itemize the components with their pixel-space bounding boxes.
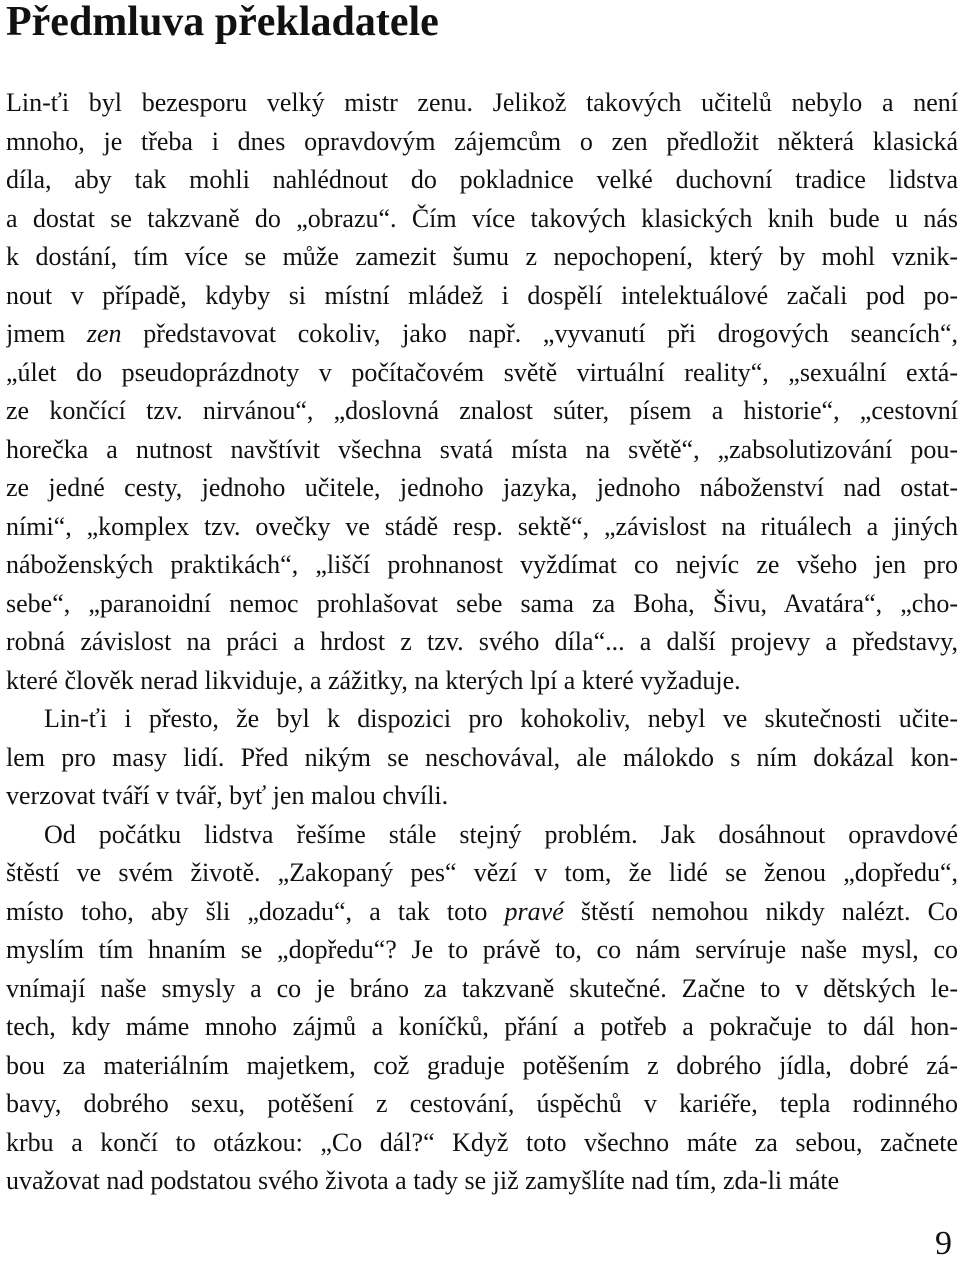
page-title: Předmluva překladatele [6, 0, 439, 45]
text-line: Lin-ťi i přesto, že byl k dispozici pro kohokoliv, nebyl ve skutečnosti učite- [44, 704, 958, 733]
text-line: díla, aby tak mohli nahlédnout do pokladnice velké duchovní tradice lidstva [6, 165, 958, 194]
text-line: krbu a končí to otázkou: „Co dál?“ Když toto všechno máte za sebou, začnete [6, 1127, 958, 1157]
text-line: které člověk nerad likviduje, a zážitky, na kterých lpí a které vyžaduje. [6, 665, 741, 695]
text-line: ze končící tzv. nirvánou“, „doslovná znalost súter, písem a historie“, „cestovní [6, 396, 958, 425]
text-line [6, 893, 958, 932]
text-line: k dostání, tím více se může zamezit šumu z nepochopení, který by mohl vznik- [6, 242, 958, 271]
page-number: 9 [935, 1225, 952, 1262]
text-segment: místo toho, aby šli „dozadu“, a tak toto [6, 896, 505, 926]
text-line: horečka a nutnost navštívit všechna svatá místa na světě“, „zabsolutizování pou- [6, 434, 958, 464]
text-line: bou za materiálním majetkem, což graduje potěšením z dobrého jídla, dobré zá- [6, 1050, 958, 1080]
text-line: „úlet do pseudoprázdnoty v počítačovém světě virtuální reality“, „sexuální extá- [6, 357, 958, 387]
text-line: ze jedné cesty, jednoho učitele, jednoho jazyka, jednoho náboženství nad ostat- [6, 473, 958, 502]
text-line: verzovat tváří v tvář, byť jen malou chvíli. [6, 781, 449, 810]
text-line: lem pro masy lidí. Před nikým se neschovával, ale málokdo s ním dokázal kon- [6, 742, 958, 772]
text-line: bavy, dobrého sexu, potěšení z cestování, úspěchů v kariéře, tepla rodinného [6, 1089, 958, 1118]
text-line: nout v případě, kdyby si místní mládež i dospělí intelektuálové začali pod po- [6, 280, 958, 310]
text-line: robná závislost na práci a hrdost z tzv. svého díla“... a další projevy a představy, [6, 627, 958, 656]
text-line: myslím tím hnaním se „dopředu“? Je to právě to, co nám servíruje naše mysl, co [6, 935, 958, 964]
text-line: uvažovat nad podstatou svého života a tady se již zamyšlíte nad tím, zda-li máte [6, 1166, 840, 1195]
text-line: mnoho, je třeba i dnes opravdovým zájemcům o zen předložit některá klasická [6, 126, 958, 156]
emphasized-word: pravé [504, 896, 564, 926]
text-line: tech, kdy máme mnoho zájmů a koníčků, přání a potřeb a pokračuje to dál hon- [6, 1012, 958, 1041]
text-line [6, 315, 958, 354]
text-segment: štěstí nemohou nikdy nalézt. Co [563, 896, 958, 926]
text-line: vnímají naše smysly a co je bráno za takzvaně skutečné. Začne to v dětských le- [6, 973, 958, 1003]
emphasized-word: zen [86, 319, 122, 348]
text-line: ními“, „komplex tzv. ovečky ve stádě resp. sektě“, „závislost na rituálech a jiných [6, 511, 958, 541]
text-segment: představovat cokoliv, jako např. „vyvanutí při drogových seancích“, [121, 319, 958, 348]
text-line: štěstí ve svém životě. „Zakopaný pes“ vězí v tom, že lidé se ženou „dopředu“, [6, 858, 958, 887]
text-segment: jmem [6, 319, 87, 348]
text-line: a dostat se takzvaně do „obrazu“. Čím více takových klasických knih bude u nás [6, 203, 958, 233]
text-line: sebe“, „paranoidní nemoc prohlašovat sebe sama za Boha, Šivu, Avatára“, „cho- [6, 588, 958, 618]
text-line: Od počátku lidstva řešíme stále stejný problém. Jak dosáhnout opravdové [44, 819, 958, 849]
text-line: náboženských praktikách“, „liščí prohnanost vyždímat co nejvíc ze všeho jen pro [6, 550, 958, 579]
body-text [6, 84, 958, 1201]
text-line: Lin-ťi byl bezesporu velký mistr zenu. Jelikož takových učitelů nebylo a není [6, 88, 958, 117]
